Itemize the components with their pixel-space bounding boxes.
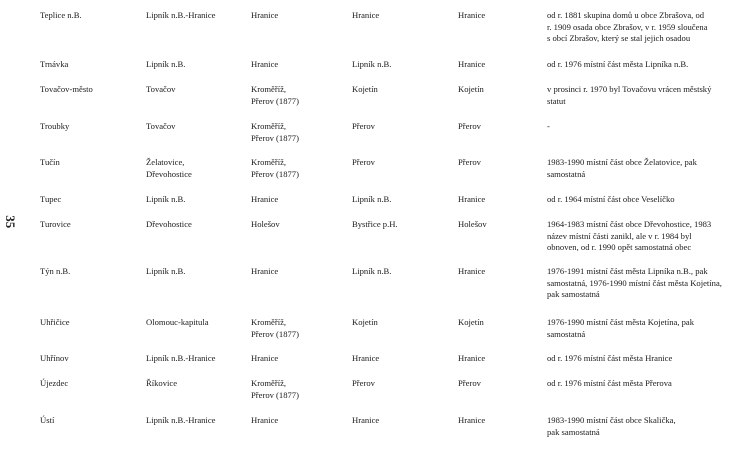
note-cell-line: obnoven, od r. 1990 opět samostatná obec <box>547 242 692 252</box>
note-cell-line: 1976-1990 místní část města Kojetína, pak <box>547 317 695 327</box>
tax-office-cell: Bystřice p.H. <box>352 219 398 229</box>
district-cell: Hranice <box>458 194 486 204</box>
note-cell-line: od r. 1976 místní část města Přerova <box>547 378 672 388</box>
district-cell: Hranice <box>458 10 486 20</box>
tax-office-cell: Lipník n.B. <box>352 59 392 69</box>
court-cell-line: Hranice <box>251 10 279 20</box>
note-cell <box>547 84 733 107</box>
note-cell-line: od r. 1964 místní část obce Veselíčko <box>547 194 675 204</box>
note-cell <box>547 10 733 45</box>
note-cell-line: pak samostatná <box>547 426 600 437</box>
parish-cell-line: Lipník n.B.-Hranice <box>146 415 216 425</box>
tax-office-cell: Kojetín <box>352 317 378 327</box>
note-cell <box>547 415 733 438</box>
note-cell-line: - <box>547 121 550 131</box>
district-cell: Hranice <box>458 415 486 425</box>
parish-cell-line: Tovačov <box>146 84 176 94</box>
court-cell-line: Kroměříž, <box>251 84 287 94</box>
court-cell-line: Přerov (1877) <box>251 132 299 143</box>
note-cell <box>547 317 733 340</box>
court-cell-line: Hranice <box>251 59 279 69</box>
municipality-name: Uhřínov <box>40 353 69 363</box>
tax-office-cell: Hranice <box>352 10 380 20</box>
municipality-name: Týn n.B. <box>40 266 71 276</box>
parish-cell <box>146 121 175 133</box>
district-cell: Hranice <box>458 353 486 363</box>
parish-cell <box>146 353 215 365</box>
parish-cell <box>146 415 215 427</box>
parish-cell <box>146 378 177 390</box>
parish-cell-line: Dřevohostice <box>146 219 192 229</box>
parish-cell <box>146 10 215 22</box>
note-cell-line: 1964-1983 místní část obce Dřevohostice, 1983 <box>547 219 712 229</box>
court-cell-line: Přerov (1877) <box>251 389 299 400</box>
court-cell-line: Přerov (1877) <box>251 95 299 106</box>
municipality-name: Troubky <box>40 121 70 131</box>
parish-cell-line: Dřevohostice <box>146 168 192 179</box>
tax-office-cell: Lipník n.B. <box>352 194 392 204</box>
court-cell-line: Přerov (1877) <box>251 328 299 339</box>
parish-cell-line: Lipník n.B.-Hranice <box>146 353 216 363</box>
note-cell <box>547 59 733 71</box>
court-cell-line: Kroměříž, <box>251 317 287 327</box>
parish-cell <box>146 266 185 278</box>
court-cell <box>251 378 299 401</box>
court-cell-line: Kroměříž, <box>251 121 287 131</box>
court-cell <box>251 121 299 144</box>
parish-cell <box>146 59 185 71</box>
court-cell <box>251 353 278 365</box>
note-cell-line: 1976-1991 místní část města Lipníka n.B., pak <box>547 266 708 276</box>
district-cell: Holešov <box>458 219 487 229</box>
parish-cell <box>146 157 192 180</box>
municipality-name: Tovačov-město <box>40 84 93 94</box>
note-cell <box>547 157 733 180</box>
tax-office-cell: Přerov <box>352 378 375 388</box>
note-cell <box>547 353 733 365</box>
district-cell: Kojetín <box>458 84 484 94</box>
court-cell-line: Hranice <box>251 353 279 363</box>
district-cell: Přerov <box>458 157 481 167</box>
note-cell-line: název místní části zanikl, ale v r. 1984 byl <box>547 230 692 241</box>
note-cell-line: s obcí Zbrašov, který se stal jejich osadou <box>547 33 691 43</box>
note-cell <box>547 219 733 254</box>
court-cell <box>251 84 299 107</box>
court-cell-line: Přerov (1877) <box>251 168 299 179</box>
municipality-name: Uhřičice <box>40 317 70 327</box>
note-cell-line: 1983-1990 místní část obce Želatovice, pak <box>547 157 697 167</box>
district-cell: Přerov <box>458 121 481 131</box>
tax-office-cell: Lipník n.B. <box>352 266 392 276</box>
note-cell-line: samostatná <box>547 168 586 179</box>
municipality-name: Trnávka <box>40 59 69 69</box>
court-cell-line: Hranice <box>251 415 279 425</box>
court-cell <box>251 415 278 427</box>
municipality-name: Turovice <box>40 219 71 229</box>
note-cell-line: statut <box>547 95 566 106</box>
parish-cell-line: Želatovice, <box>146 157 185 167</box>
court-cell-line: Holešov <box>251 219 280 229</box>
note-cell <box>547 121 733 133</box>
note-cell <box>547 266 733 301</box>
note-cell <box>547 194 733 206</box>
note-cell-line: od r. 1881 skupina domů u obce Zbrašova, od <box>547 10 705 20</box>
note-cell-line: od r. 1976 místní část města Hranice <box>547 353 673 363</box>
parish-cell-line: Tovačov <box>146 121 176 131</box>
court-cell-line: Hranice <box>251 194 279 204</box>
parish-cell-line: Olomouc-kapitula <box>146 317 209 327</box>
district-cell: Kojetín <box>458 317 484 327</box>
district-cell: Přerov <box>458 378 481 388</box>
parish-cell-line: Lipník n.B. <box>146 266 186 276</box>
parish-cell <box>146 219 192 231</box>
parish-cell-line: Lipník n.B. <box>146 194 186 204</box>
court-cell <box>251 157 299 180</box>
court-cell <box>251 317 299 340</box>
parish-cell <box>146 317 209 329</box>
page-number: 35 <box>2 215 18 229</box>
note-cell-line: pak samostatná <box>547 289 600 299</box>
court-cell-line: Kroměříž, <box>251 378 287 388</box>
municipality-name: Teplice n.B. <box>40 10 82 20</box>
note-cell-line: samostatná, 1976-1990 místní část města Kojetína, <box>547 277 722 288</box>
district-cell: Hranice <box>458 266 486 276</box>
tax-office-cell: Přerov <box>352 157 375 167</box>
note-cell-line: 1983-1990 místní část obce Skalička, <box>547 415 676 425</box>
parish-cell <box>146 194 185 206</box>
note-cell-line: samostatná <box>547 328 586 339</box>
municipality-name: Tupec <box>40 194 62 204</box>
court-cell <box>251 266 278 278</box>
municipality-name: Ústí <box>40 415 55 425</box>
tax-office-cell: Kojetín <box>352 84 378 94</box>
parish-cell-line: Lipník n.B. <box>146 59 186 69</box>
court-cell <box>251 59 278 71</box>
court-cell <box>251 219 280 231</box>
note-cell <box>547 378 733 390</box>
tax-office-cell: Hranice <box>352 353 380 363</box>
note-cell-line: r. 1909 osada obce Zbrašov, v r. 1959 sloučena <box>547 21 708 32</box>
district-cell: Hranice <box>458 59 486 69</box>
tax-office-cell: Přerov <box>352 121 375 131</box>
note-cell-line: v prosinci r. 1970 byl Tovačovu vrácen městský <box>547 84 712 94</box>
parish-cell <box>146 84 175 96</box>
court-cell <box>251 10 278 22</box>
note-cell-line: od r. 1976 místní část města Lipníka n.B. <box>547 59 689 69</box>
court-cell <box>251 194 278 206</box>
parish-cell-line: Říkovice <box>146 378 178 388</box>
municipality-name: Újezdec <box>40 378 69 388</box>
municipality-name: Tučín <box>40 157 60 167</box>
tax-office-cell: Hranice <box>352 415 380 425</box>
court-cell-line: Kroměříž, <box>251 157 287 167</box>
court-cell-line: Hranice <box>251 266 279 276</box>
parish-cell-line: Lipník n.B.-Hranice <box>146 10 216 20</box>
